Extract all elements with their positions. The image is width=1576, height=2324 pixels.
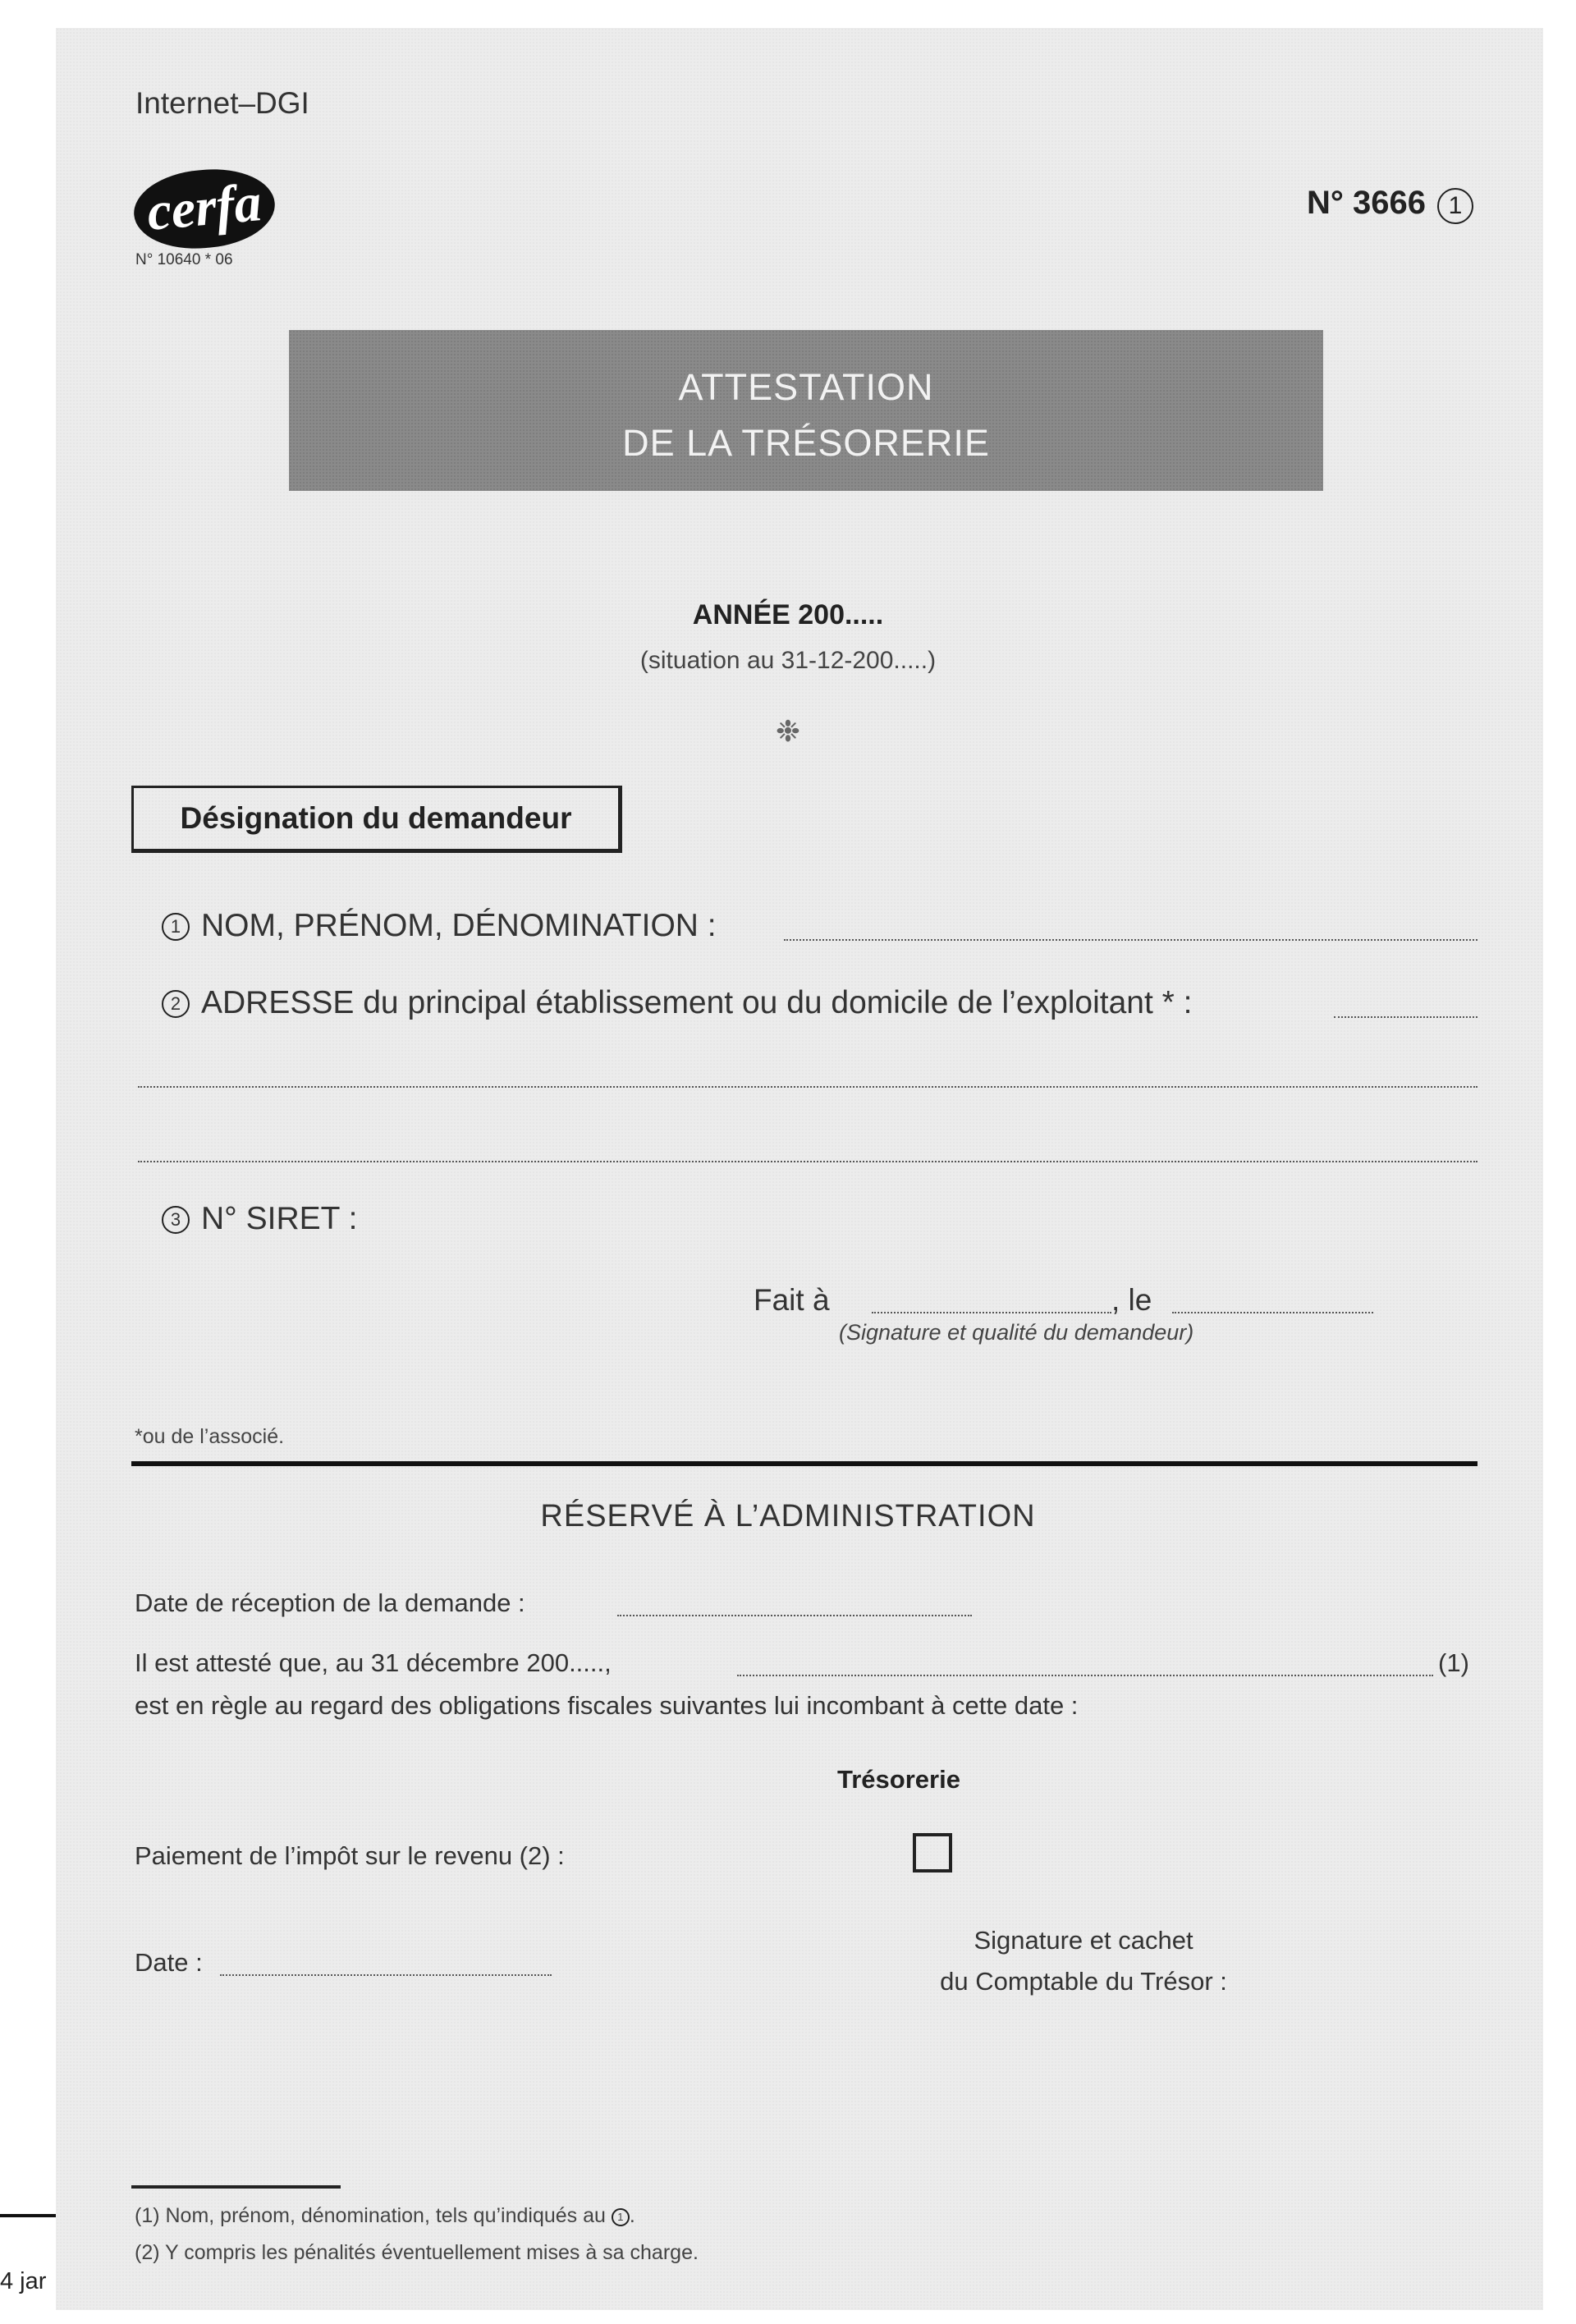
signature-label-line1: Signature et cachet	[974, 1926, 1193, 1955]
address-entry-line-2[interactable]	[138, 1086, 1478, 1088]
edge-rule	[0, 2214, 56, 2217]
form-number	[1307, 185, 1473, 224]
cerfa-logo: cerfa	[131, 164, 278, 254]
admin-section-title: RÉSERVÉ À L’ADMINISTRATION	[540, 1499, 1036, 1533]
situation-label: (situation au 31-12-200.....)	[639, 647, 937, 674]
reception-date-label: Date de réception de la demande :	[135, 1588, 525, 1617]
fait-a-entry-line[interactable]	[872, 1312, 1111, 1313]
income-tax-checkbox[interactable]	[913, 1833, 952, 1872]
field-marker-2: 2	[162, 990, 190, 1018]
attest-ref: (1)	[1438, 1648, 1469, 1677]
attest-line2: est en règle au regard des obligations fiscales suivantes lui incombant à cette date :	[135, 1691, 1079, 1720]
footnote-1	[135, 2204, 635, 2228]
attest-name-line[interactable]	[737, 1675, 1433, 1676]
field-marker-1: 1	[162, 913, 190, 941]
separator-ornament: ❉	[775, 714, 801, 748]
field-name-text: NOM, PRÉNOM, DÉNOMINATION :	[201, 908, 717, 943]
date-entry-line[interactable]	[220, 1974, 552, 1976]
attest-intro: Il est attesté que, au 31 décembre 200.....,	[135, 1648, 612, 1677]
banner-title-line1: ATTESTATION	[678, 366, 934, 408]
year-label: ANNÉE 200.....	[692, 599, 884, 630]
footnote-1-marker: 1	[612, 2208, 630, 2226]
tresorerie-column-header: Trésorerie	[837, 1765, 960, 1794]
date-label: Date :	[135, 1948, 203, 1977]
field-name-label	[162, 908, 717, 944]
form-number-text: N° 3666	[1307, 185, 1426, 221]
fait-a-label: Fait à	[754, 1283, 830, 1317]
le-label: , le	[1111, 1283, 1152, 1317]
reception-date-line[interactable]	[617, 1615, 972, 1616]
field-address-label	[162, 985, 1192, 1021]
section-title-applicant: Désignation du demandeur	[131, 786, 622, 853]
footnote-2: (2) Y compris les pénalités éventuellement mises à sa charge.	[135, 2241, 699, 2264]
signature-label-line2: du Comptable du Trésor :	[940, 1967, 1227, 1996]
address-entry-line-3[interactable]	[138, 1161, 1478, 1162]
field-marker-3: 3	[162, 1206, 190, 1234]
cerfa-number: N° 10640 * 06	[135, 251, 233, 268]
banner-title-line2: DE LA TRÉSORERIE	[622, 422, 990, 464]
income-tax-label: Paiement de l’impôt sur le revenu (2) :	[135, 1841, 565, 1870]
section-divider	[131, 1461, 1478, 1466]
title-banner	[289, 330, 1323, 491]
footnote-star: *ou de l’associé.	[135, 1425, 285, 1448]
name-entry-line[interactable]	[784, 939, 1478, 941]
signature-caption: (Signature et qualité du demandeur)	[839, 1320, 1194, 1345]
footnote-1-end: .	[629, 2204, 635, 2227]
edge-text: 4 jar	[0, 2268, 47, 2294]
field-siret-label	[162, 1201, 357, 1237]
field-address-text: ADRESSE du principal établissement ou du domicile de l’exploitant * :	[201, 985, 1193, 1020]
address-entry-line-1[interactable]	[1334, 1016, 1478, 1018]
field-siret-text: N° SIRET :	[201, 1201, 358, 1236]
le-date-entry-line[interactable]	[1172, 1312, 1373, 1313]
form-marker: 1	[1437, 188, 1473, 224]
header-source: Internet–DGI	[135, 86, 309, 120]
footnote-1-text: (1) Nom, prénom, dénomination, tels qu’indiqués au	[135, 2204, 606, 2227]
footnote-rule	[131, 2185, 341, 2189]
